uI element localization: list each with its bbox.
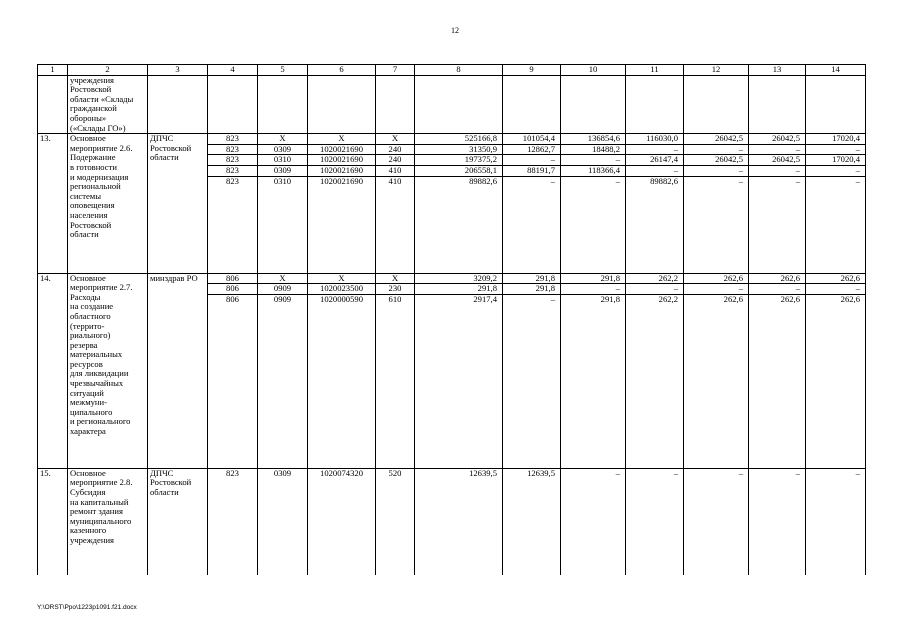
cell-line: Ростовской [70,219,112,230]
expense-type-code: Х [376,273,415,284]
cell-line: региональной [70,181,121,192]
column-header: 8 [415,65,503,76]
year-value: – [684,284,749,295]
cell-line: на капитальный [70,496,129,507]
section-code: 0909 [258,284,308,295]
year-value: 118366,4 [561,165,626,176]
column-header: 1 [38,65,68,76]
year-value: – [806,144,866,155]
cell-line: чрезвычайных [70,378,124,389]
cell-line: и регионального [70,416,131,427]
year-value: – [503,155,561,166]
cell-line: муниципального [70,515,132,526]
cell-line: межмуни- [70,397,107,408]
cell-line: в готовности [70,161,117,172]
file-path-footer: Y:\ORST\Ppo\1223p1091.f21.docx [37,604,137,611]
cell-line: (террито- [70,320,105,331]
year-value: 291,8 [561,273,626,284]
cell-line: населения [70,209,108,220]
table-row [38,468,866,575]
cell-line: обороны» [70,112,107,123]
cell-line: областного [70,310,111,321]
year-value: – [626,284,684,295]
cell-line: Основное [70,273,106,283]
cell-line: минздрав РО [150,273,198,283]
grbs-code: 823 [208,144,258,155]
expense-type-code: Х [376,134,415,145]
year-value: – [626,144,684,155]
total-amount: 31350,9 [415,144,503,155]
year-value: – [561,284,626,295]
empty-cell [208,75,258,134]
executor-cell [148,468,208,575]
cell-line: области [150,486,179,497]
cell-line: учреждения [70,75,115,85]
cell-line: мероприятие 2.6. [70,142,133,153]
empty-cell [308,75,376,134]
year-value: 18488,2 [561,144,626,155]
cell-line: мероприятие 2.7. [70,282,133,293]
total-amount: 525166,8 [415,134,503,145]
cell-line: гражданской [70,103,117,114]
year-value: – [626,165,684,176]
column-header: 3 [148,65,208,76]
year-value: – [749,284,806,295]
row-number: 14. [38,273,68,468]
section-code: 0309 [258,144,308,155]
year-value: – [749,176,806,273]
cell-line: Основное [70,133,106,144]
cell-line: ресурсов [70,358,103,369]
year-value: 262,2 [626,294,684,468]
column-header: 11 [626,65,684,76]
year-value: – [684,468,749,575]
column-header: 13 [749,65,806,76]
empty-cell [806,75,866,134]
year-value: – [561,176,626,273]
cell-line: Субсидия [70,486,106,497]
cell-line: и модернизация [70,171,129,182]
cell-line: мероприятие 2.8. [70,477,133,488]
cell-line: на создание [70,301,114,312]
measure-name-cell [68,273,148,468]
cell-line: оповещения [70,200,115,211]
column-header: 5 [258,65,308,76]
year-value: 116030,0 [626,134,684,145]
empty-cell [415,75,503,134]
year-value: – [503,294,561,468]
cell-line: области [150,152,179,163]
empty-cell [148,75,208,134]
section-code: 0310 [258,176,308,273]
year-value: – [626,468,684,575]
year-value: 262,6 [684,294,749,468]
year-value: 17020,4 [806,155,866,166]
column-header: 2 [68,65,148,76]
year-value: 262,6 [684,273,749,284]
section-code: Х [258,134,308,145]
column-header: 6 [308,65,376,76]
total-amount: 2917,4 [415,294,503,468]
year-value: – [806,284,866,295]
column-header: 14 [806,65,866,76]
total-amount: 3209,2 [415,273,503,284]
table-row [38,75,866,134]
cell-line: Ростовской [150,142,192,153]
column-header: 10 [561,65,626,76]
empty-cell [258,75,308,134]
year-value: 17020,4 [806,134,866,145]
grbs-code: 823 [208,176,258,273]
year-value: – [561,155,626,166]
year-value: – [684,176,749,273]
measure-name-cell [68,468,148,575]
target-article-code: 1020000590 [308,294,376,468]
target-article-code: 1020021690 [308,176,376,273]
year-value: 291,8 [503,284,561,295]
section-code: 0309 [258,165,308,176]
cell-line: характера [70,426,106,437]
target-article-code: Х [308,134,376,145]
section-code: 0309 [258,468,308,575]
header-row [38,65,866,76]
year-value: 291,8 [561,294,626,468]
empty-cell [684,75,749,134]
cell-line: области [70,229,99,240]
column-header: 4 [208,65,258,76]
cell-line: Подержание [70,152,116,163]
year-value: 26042,5 [749,134,806,145]
cell-line: материальных [70,349,123,360]
expense-type-code: 610 [376,294,415,468]
table-row [38,134,866,145]
year-value: 88191,7 [503,165,561,176]
total-amount: 197375,2 [415,155,503,166]
executor-cell [148,134,208,273]
year-value: – [684,144,749,155]
year-value: 262,6 [749,273,806,284]
grbs-code: 823 [208,468,258,575]
total-amount: 89882,6 [415,176,503,273]
section-code: Х [258,273,308,284]
executor-cell [148,273,208,468]
year-value: – [806,165,866,176]
expense-type-code: 240 [376,155,415,166]
target-article-code: 1020074320 [308,468,376,575]
year-value: – [684,165,749,176]
cell-line: ципального [70,406,113,417]
target-article-code: Х [308,273,376,284]
measure-name-cell [68,75,148,134]
cell-line: ремонт здания [70,506,123,517]
expense-type-code: 410 [376,176,415,273]
year-value: – [806,176,866,273]
year-value: – [806,468,866,575]
column-header: 12 [684,65,749,76]
expense-type-code: 410 [376,165,415,176]
cell-line: области «Склады [70,93,134,104]
total-amount: 12639,5 [415,468,503,575]
total-amount: 291,8 [415,284,503,295]
cell-line: Ростовской [70,84,112,95]
target-article-code: 1020021690 [308,165,376,176]
program-table [37,64,866,575]
cell-line: учреждения [70,534,115,545]
table-row [38,273,866,284]
year-value: 262,6 [806,273,866,284]
expense-type-code: 520 [376,468,415,575]
table-body [38,65,866,575]
year-value: 291,8 [503,273,561,284]
year-value: – [503,176,561,273]
page-number: 12 [451,26,459,35]
column-header: 7 [376,65,415,76]
empty-cell [749,75,806,134]
year-value: 136854,6 [561,134,626,145]
empty-cell [376,75,415,134]
year-value: – [749,468,806,575]
row-number: 15. [38,468,68,575]
section-code: 0310 [258,155,308,166]
empty-cell [561,75,626,134]
cell-line: риального) [70,330,111,341]
year-value: 12639,5 [503,468,561,575]
grbs-code: 806 [208,294,258,468]
grbs-code: 823 [208,165,258,176]
year-value: 101054,4 [503,134,561,145]
section-code: 0909 [258,294,308,468]
total-amount: 206558,1 [415,165,503,176]
year-value: 262,6 [806,294,866,468]
year-value: – [749,165,806,176]
year-value: 89882,6 [626,176,684,273]
year-value: 26042,5 [684,155,749,166]
year-value: – [749,144,806,155]
year-value: 262,2 [626,273,684,284]
year-value: 12862,7 [503,144,561,155]
empty-cell [503,75,561,134]
cell-line: Ростовской [150,477,192,488]
cell-line: Основное [70,468,106,478]
column-header: 9 [503,65,561,76]
cell-line: для ликвидации [70,368,129,379]
cell-line: системы [70,190,102,201]
year-value: 26042,5 [684,134,749,145]
year-value: 26147,4 [626,155,684,166]
cell-line: казенного [70,525,107,536]
empty-cell [626,75,684,134]
cell-line: Расходы [70,291,101,302]
cell-line: резерва [70,339,98,350]
cell-line: ДПЧС [150,468,174,478]
expense-type-code: 240 [376,144,415,155]
grbs-code: 806 [208,284,258,295]
year-value: – [561,468,626,575]
cell-line: («Склады ГО») [70,122,126,133]
program-table-container [37,64,866,575]
measure-name-cell [68,134,148,273]
cell-line: ситуаций [70,387,104,398]
target-article-code: 1020021690 [308,155,376,166]
year-value: 262,6 [749,294,806,468]
grbs-code: 823 [208,155,258,166]
target-article-code: 1020023500 [308,284,376,295]
cell-line: ДПЧС [150,133,174,144]
row-number: 13. [38,134,68,273]
grbs-code: 806 [208,273,258,284]
year-value: 26042,5 [749,155,806,166]
empty-cell [38,75,68,134]
grbs-code: 823 [208,134,258,145]
target-article-code: 1020021690 [308,144,376,155]
expense-type-code: 230 [376,284,415,295]
